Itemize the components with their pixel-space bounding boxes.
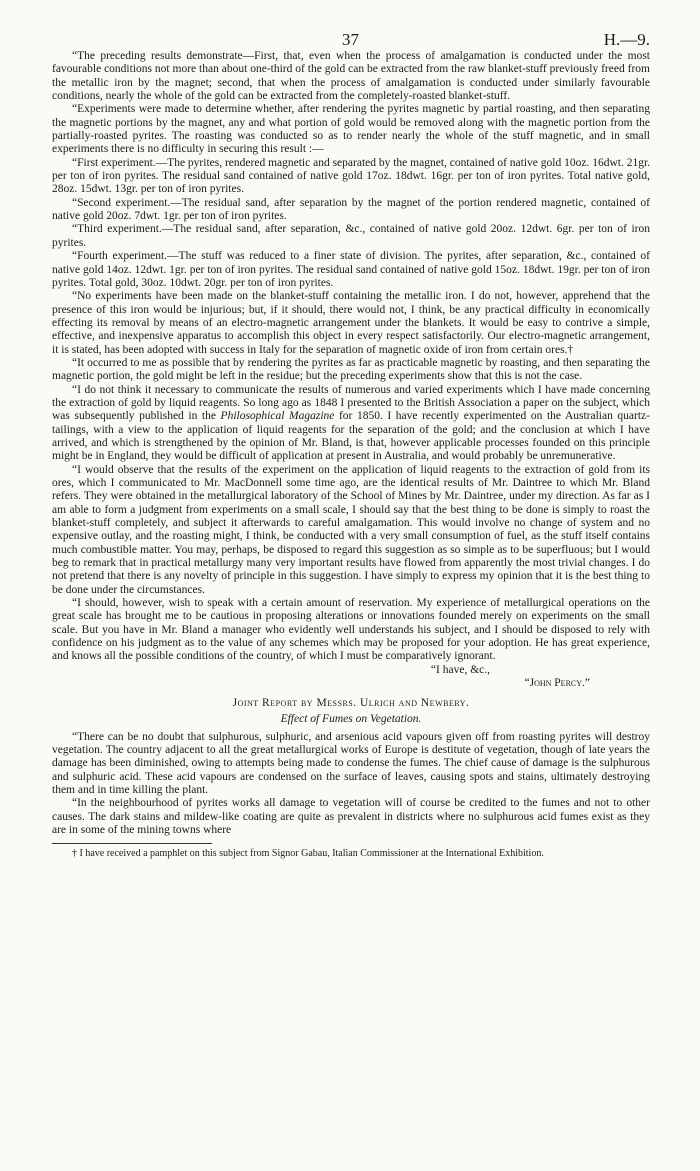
paragraph: “There can be no doubt that sulphurous, sulphuric, and arsenious acid vapours given off from roasting pyrites will destroy vegetation. The country adjacent to all the great metallurgical works of Europe is destitute of vegetation, though of late years the damage has been diminished, owing to attempts being made to condense the fumes. The chief cause of damage is the sulphurous and sulphuric acid. These acid vapours are condensed on the surface of leaves, causing spots and stains, ultimately destroying them and in time killing the plant. bbox=[52, 730, 650, 796]
paragraph-text: for 1850. I have recently experimented on the Australian quartz-tailings, with a view to the application of liquid reagents for the separation of the gold; and the conclusion at which I have arrived, and which is strengthened by the opinion of Mr. Bland, is that, however applicable processes founded on this principle might be in England, they would be difficult of application at present in Australia, and would probably be unremunerative. bbox=[52, 410, 650, 463]
paragraph: “Experiments were made to determine whether, after rendering the pyrites magnetic by partial roasting, and then separating the magnetic portions by the magnet, any and what portion of gold would be removed along with the magnetic portion from the partially-roasted pyrites. The roasting was conducted so as to render nearly the whole of the stuff magnetic, and in small experiments there is no difficulty in securing this result :— bbox=[52, 103, 650, 156]
paragraph-reagents bbox=[52, 384, 650, 464]
paragraph: “I would observe that the results of the experiment on the application of liquid reagents to the extraction of gold from its ores, which I communicated to Mr. MacDonnell some time ago, are the identical results of Mr. Daintree to which Mr. Bland refers. They were obtained in the metallurgical laboratory of the School of Mines by Mr. Daintree, under my direction. As far as I am able to form a judgment from experiments on a small scale, I should say that the best thing to be done is simply to roast the blanket-stuff completely, and subject it afterwards to careful amalgamation. This would involve no change of system and no expensive outlay, and the roasting might, I think, be conducted with a very small consumption of fuel, as the stuff itself contains much combustible matter. You may, perhaps, be disposed to regard this suggestion as so simple as to be superfluous; but I would beg to remark that in practical metallurgy many very important results have flowed from apparently the most trivial changes. I do not pretend that there is any novelty of principle in this suggestion. I have simply to express my opinion that it is the best thing to be done under the circumstances. bbox=[52, 463, 650, 596]
body-text bbox=[52, 50, 650, 664]
page-header bbox=[52, 20, 650, 50]
closing-line: “I have, &c., bbox=[430, 663, 490, 676]
document-code: H.—9. bbox=[603, 30, 650, 49]
paragraph: “I should, however, wish to speak with a certain amount of reservation. My experience of metallurgical operations on the great scale has brought me to be cautious in proposing alterations or innovations founded merely on experiments on the small scale. But you have in Mr. Bland a manager who evidently well understands his subject, and I should be disposed to rely with confidence on his judgment as to the value of any schemes which may be proposed for your adoption. He has great experience, and knows all the possible conditions of the country, of which I must be comparatively ignorant. bbox=[52, 597, 650, 663]
paragraph: “Third experiment.—The residual sand, after separation, &c., contained of native gold 20oz. 12dwt. 6gr. per ton of iron pyrites. bbox=[52, 223, 650, 249]
footnote-rule bbox=[52, 843, 212, 844]
paragraph-text: “I do not think it necessary to communicate the results of numerous and varied experiments which I have made concerning the extraction of gold by liquid reagents. So long ago as 1848 I presented to the British Association a paper on the subject, which was subsequently published in the bbox=[52, 383, 650, 423]
report-title: Joint Report by Messrs. Ulrich and Newbery. bbox=[232, 696, 470, 709]
report-subtitle: Effect of Fumes on Vegetation. bbox=[280, 712, 422, 725]
paragraph: “Fourth experiment.—The stuff was reduced to a finer state of division. The pyrites, after separation, &c., contained of native gold 14oz. 12dwt. 1gr. per ton of iron pyrites. The residual sand contained of native gold 15oz. 18dwt. 19gr. per ton of iron pyrites. Total gold, 30oz. 10dwt. 20gr. per ton of iron pyrites. bbox=[52, 250, 650, 289]
page-number: 37 bbox=[342, 30, 359, 49]
body-text-2 bbox=[52, 731, 650, 838]
paragraph: “No experiments have been made on the blanket-stuff containing the metallic iron. I do not, however, apprehend that the presence of this iron would be injurious; but, if it should, there would not, I think, be any practical difficulty in economically effecting its removal by means of an electro-magnetic arrangement under the blankets. It would be easy to contrive a simple, effective, and inexpensive apparatus to accomplish this object in every respect satisfactorily. Our electro-magnetic arrangement, it is stated, has been adopted with success in Italy for the separation of magnetic oxide of iron from certain ores.† bbox=[52, 290, 650, 356]
paragraph: “Second experiment.—The residual sand, after separation by the magnet of the portion rendered magnetic, contained of native gold 20oz. 7dwt. 1gr. per ton of iron pyrites. bbox=[52, 196, 650, 223]
footnote: † I have received a pamphlet on this subject from Signor Gabau, Italian Commissioner at the International Exhibition. bbox=[72, 848, 544, 860]
paragraph: “It occurred to me as possible that by rendering the pyrites as far as practicable magnetic by roasting, and then separating the magnetic portion, the gold might be left in the residue; but the preceding experiments show that this is not the case. bbox=[52, 356, 650, 383]
signature: “John Percy.” bbox=[524, 677, 590, 690]
paragraph: “In the neighbourhood of pyrites works all damage to vegetation will of course be credited to the fumes and not to other causes. The dark stains and mildew-like coating are quite as prevalent in districts where no sulphurous acid fumes exist as they are in some of the mining towns where bbox=[52, 797, 650, 836]
journal-name: Philosophical Magazine bbox=[220, 410, 335, 423]
paragraph: “First experiment.—The pyrites, rendered magnetic and separated by the magnet, contained of native gold 10oz. 16dwt. 21gr. per ton of iron pyrites. The residual sand contained of native gold 17oz. 18dwt. 16gr. per ton of iron pyrites. Total native gold, 28oz. 15dwt. 13gr. per ton of iron pyrites. bbox=[52, 156, 651, 196]
letter-closing bbox=[52, 664, 650, 691]
paragraph: “The preceding results demonstrate—First, that, even when the process of amalgamation is conducted under the most favourable conditions not more than about one-third of the gold can be extracted from the raw blanket-stuff previously freed from the metallic iron by the magnet; second, that when the process of amalgamation is conducted under similarly favourable conditions, nearly the whole of the gold can be extracted from the completely-roasted blanket-stuff. bbox=[52, 50, 650, 103]
